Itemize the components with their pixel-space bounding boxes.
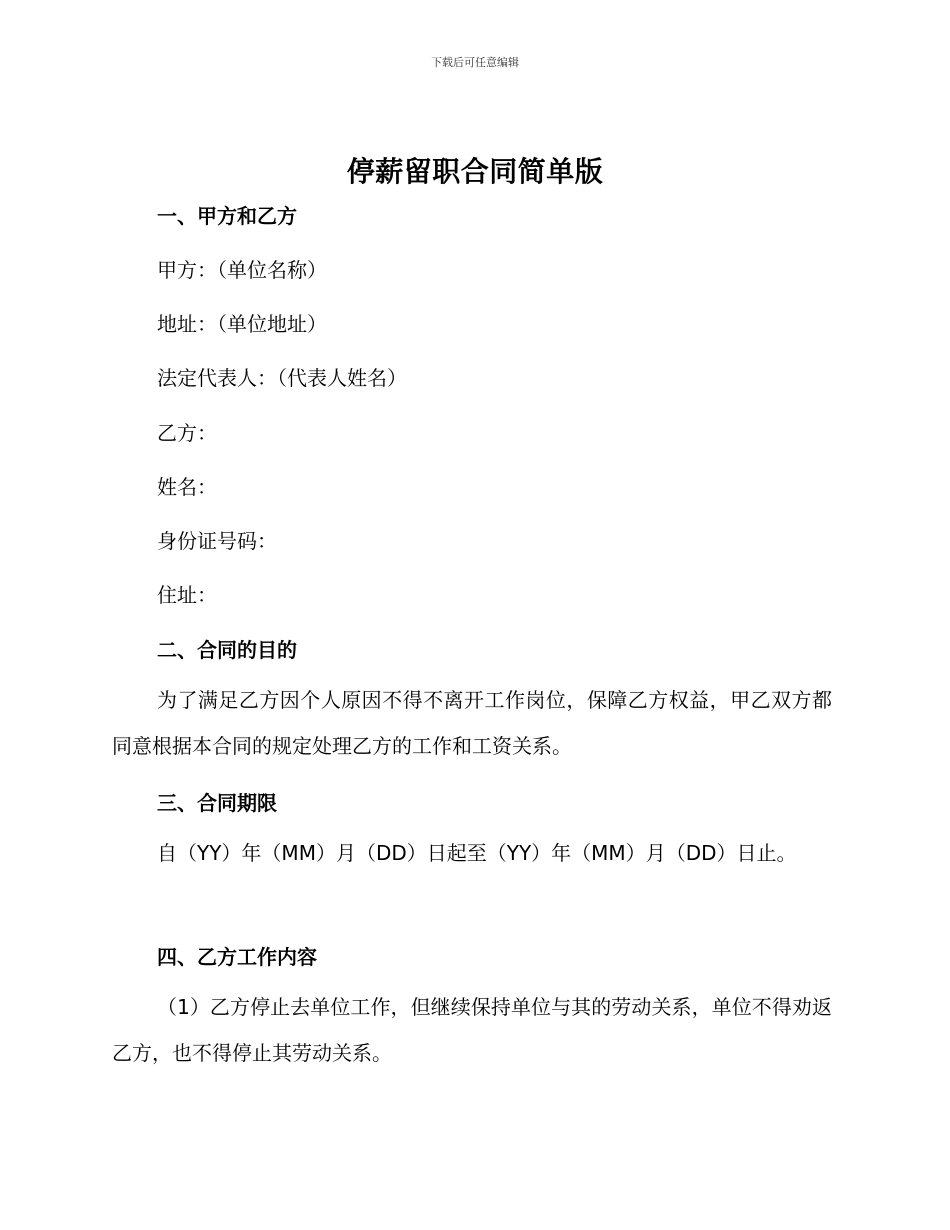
- section-heading-term: 三、合同期限: [157, 791, 277, 815]
- party-b-line: 乙方：: [157, 421, 217, 445]
- purpose-paragraph: 为了满足乙方因个人原因不得不离开工作岗位，保障乙方权益，甲乙双方都同意根据本合同的规定处理乙方的工作和工资关系。: [112, 688, 832, 758]
- term-paragraph: 自（YY）年（MM）月（DD）日起至（YY）年（MM）月（DD）日止。: [157, 841, 797, 865]
- address-line: 地址：（单位地址）: [157, 312, 327, 336]
- work-paragraph: （1）乙方停止去单位工作，但继续保持单位与其的劳动关系，单位不得劝返乙方，也不得停止其劳动关系。: [112, 995, 832, 1065]
- document-title: 停薪留职合同简单版: [346, 155, 604, 188]
- section-heading-work: 四、乙方工作内容: [157, 945, 317, 969]
- name-line: 姓名：: [157, 475, 217, 499]
- residence-line: 住址：: [157, 583, 217, 607]
- section-heading-purpose: 二、合同的目的: [157, 638, 297, 662]
- id-number-line: 身份证号码：: [157, 529, 277, 553]
- header-note: 下载后可任意编辑: [431, 56, 519, 69]
- legal-rep-line: 法定代表人：（代表人姓名）: [157, 366, 407, 390]
- party-a-line: 甲方：（单位名称）: [157, 258, 327, 282]
- section-heading-parties: 一、甲方和乙方: [157, 204, 297, 228]
